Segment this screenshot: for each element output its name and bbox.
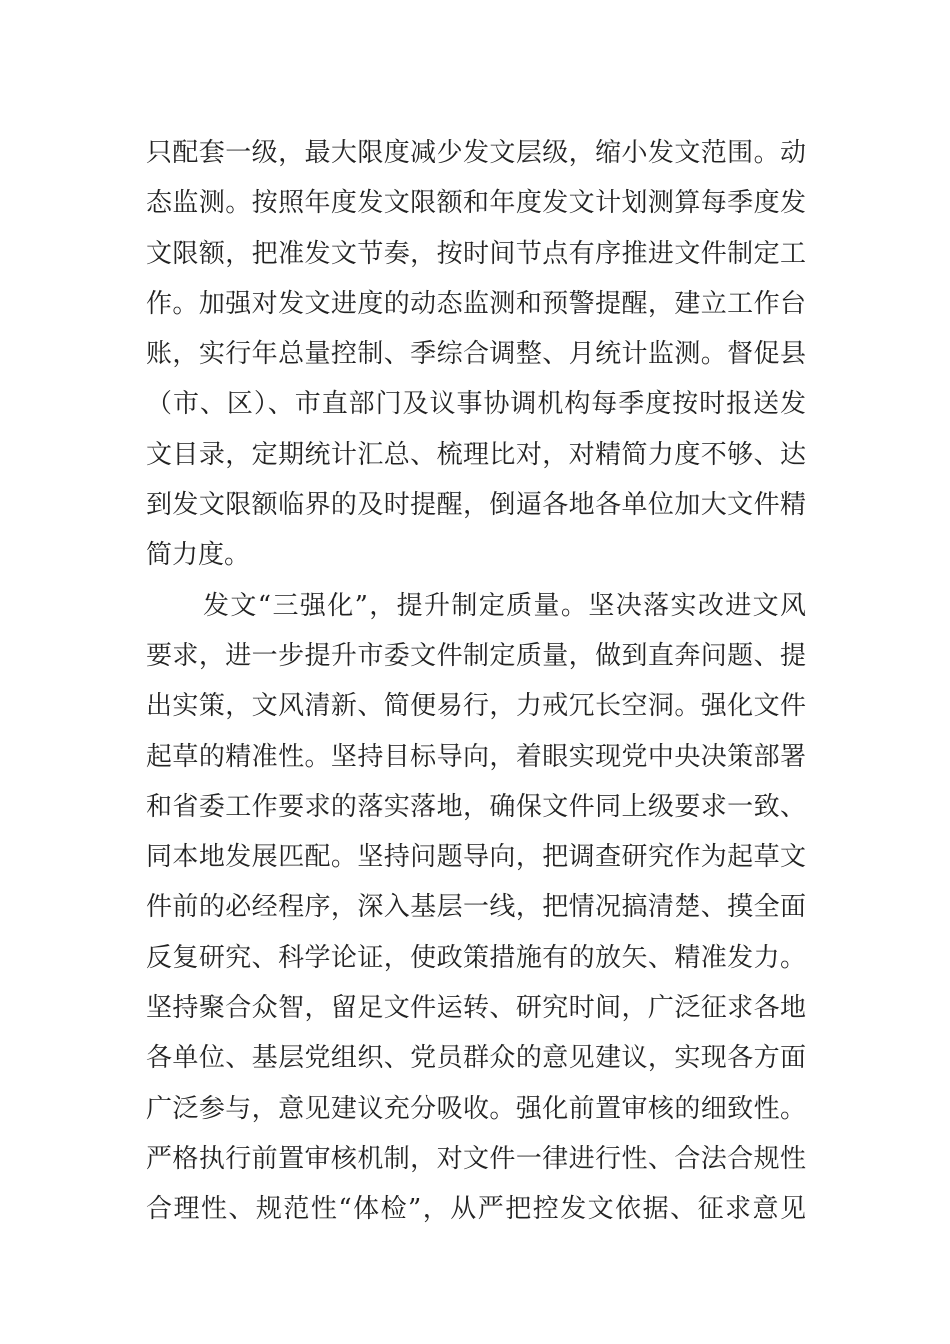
text-line: 简力度。	[146, 540, 251, 571]
text-line: 严格执行前置审核机制，对文件一律进行性、合法合规性	[146, 1143, 806, 1174]
text-line: 态监测。按照年度发文限额和年度发文计划测算每季度发	[146, 188, 806, 219]
text-line: 到发文限额临界的及时提醒，倒逼各地各单位加大文件精	[146, 490, 806, 521]
paragraph-first-line: 发文“三强化”，提升制定质量。坚决落实改进文风	[203, 590, 806, 621]
text-line: 起草的精准性。坚持目标导向，着眼实现党中央决策部署	[146, 741, 806, 772]
text-line: 同本地发展匹配。坚持问题导向，把调查研究作为起草文	[146, 842, 806, 873]
text-line: 只配套一级，最大限度减少发文层级，缩小发文范围。动	[146, 138, 806, 168]
text-line: 和省委工作要求的落实落地，确保文件同上级要求一致、	[146, 791, 806, 822]
text-line: 反复研究、科学论证，使政策措施有的放矢、精准发力。	[146, 942, 806, 973]
text-line: 件前的必经程序，深入基层一线，把情况搞清楚、摸全面	[146, 892, 806, 923]
text-line: 文限额，把准发文节奏，按时间节点有序推进文件制定工	[146, 238, 806, 269]
text-line: 合理性、规范性“体检”，从严把控发文依据、征求意见	[146, 1194, 806, 1225]
text-line: 各单位、基层党组织、党员群众的意见建议，实现各方面	[146, 1043, 806, 1074]
document-body	[146, 128, 806, 1235]
text-line: 广泛参与，意见建议充分吸收。强化前置审核的细致性。	[146, 1093, 806, 1124]
text-line: 要求，进一步提升市委文件制定质量，做到直奔问题、提	[146, 640, 806, 671]
text-line: 坚持聚合众智，留足文件运转、研究时间，广泛征求各地	[146, 993, 806, 1024]
text-line: 文目录，定期统计汇总、梳理比对，对精简力度不够、达	[146, 439, 806, 470]
text-line: （市、区）、市直部门及议事协调机构每季度按时报送发	[146, 389, 806, 420]
text-line: 账，实行年总量控制、季综合调整、月统计监测。督促县	[146, 339, 806, 370]
text-line: 作。加强对发文进度的动态监测和预警提醒，建立工作台	[146, 288, 806, 319]
text-line: 出实策，文风清新、简便易行，力戒冗长空洞。强化文件	[146, 691, 806, 722]
